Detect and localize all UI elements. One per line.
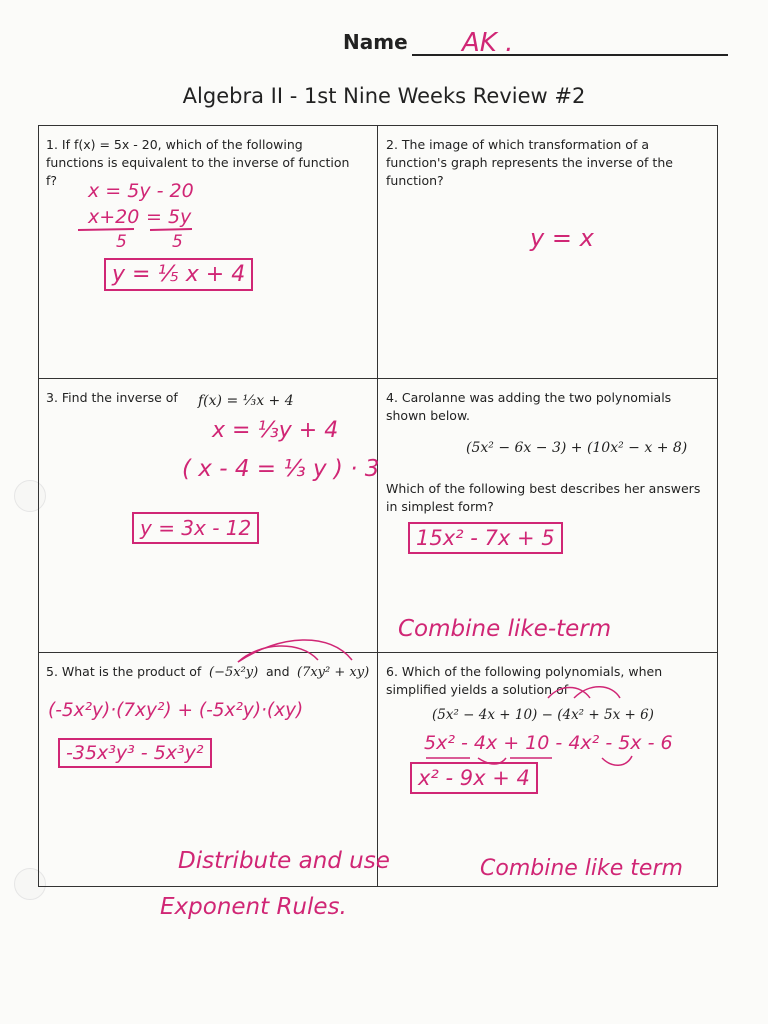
q3-function: f(x) = ⅓x + 4 (198, 393, 294, 409)
q5-text: 5. What is the product of (46, 664, 202, 679)
q6-work-line1: 5x² - 4x + 10 - 4x² - 5x - 6 (424, 732, 673, 754)
q4-question: Which of the following best describes her answers in simplest form? (386, 481, 701, 514)
q2-answer: y = x (530, 224, 594, 252)
q3-work-line2: ( x - 4 = ⅓ y ) · 3 (182, 456, 380, 482)
q3-text: 3. Find the inverse of (46, 390, 178, 405)
q6-sign-arcs (548, 687, 620, 698)
q1-work-num: x+20 (88, 206, 140, 228)
q1-fraction-bar-right (150, 229, 192, 230)
q3-work-line1: x = ⅓y + 4 (212, 418, 339, 443)
q6-expression: (5x² − 4x + 10) − (4x² + 5x + 6) (432, 707, 654, 723)
q5-and: and (266, 664, 290, 679)
q5-work-line1: (-5x²y)·(7xy²) + (-5x²y)·(xy) (48, 700, 304, 721)
name-label: Name (343, 30, 408, 54)
q1-fraction-bar (78, 229, 134, 230)
q4-expression: (5x² − 6x − 3) + (10x² − x + 8) (466, 440, 688, 456)
q6-note: Combine like term (480, 856, 683, 881)
page-title: Algebra II - 1st Nine Weeks Review #2 (182, 84, 586, 108)
q5-expr-a: (−5x²y) (209, 665, 259, 680)
name-value: AK . (462, 28, 514, 58)
q1-answer: y = ⅕ x + 4 (104, 258, 253, 291)
q3-answer: y = 3x - 12 (132, 512, 259, 544)
q1-work-rhs: = 5y (146, 206, 192, 228)
q5-note-line2: Exponent Rules. (160, 894, 347, 920)
q5-note-line1: Distribute and use (178, 848, 390, 874)
q5-answer: -35x³y³ - 5x³y² (58, 738, 212, 768)
q6-answer: x² - 9x + 4 (410, 762, 538, 794)
q1-text: 1. If f(x) = 5x - 20, which of the following functions is equivalent to the inverse of function f? (46, 137, 350, 188)
q4-answer: 15x² - 7x + 5 (408, 522, 563, 554)
q6-underline-2 (478, 756, 632, 765)
q1-work-line1: x = 5y - 20 (88, 180, 194, 202)
q1-work-den-right: 5 (172, 232, 183, 252)
q2-text: 2. The image of which transformation of a function's graph represents the inverse of the function? (386, 137, 673, 188)
q4-text: 4. Carolanne was adding the two polynomials shown below. (386, 390, 672, 423)
q6-text: 6. Which of the following polynomials, when simplified yields a solution of (386, 664, 663, 697)
q4-note: Combine like-term (398, 616, 612, 642)
q5-expr-b: (7xy² + xy) (297, 665, 370, 680)
q1-work-den-left: 5 (116, 232, 127, 252)
